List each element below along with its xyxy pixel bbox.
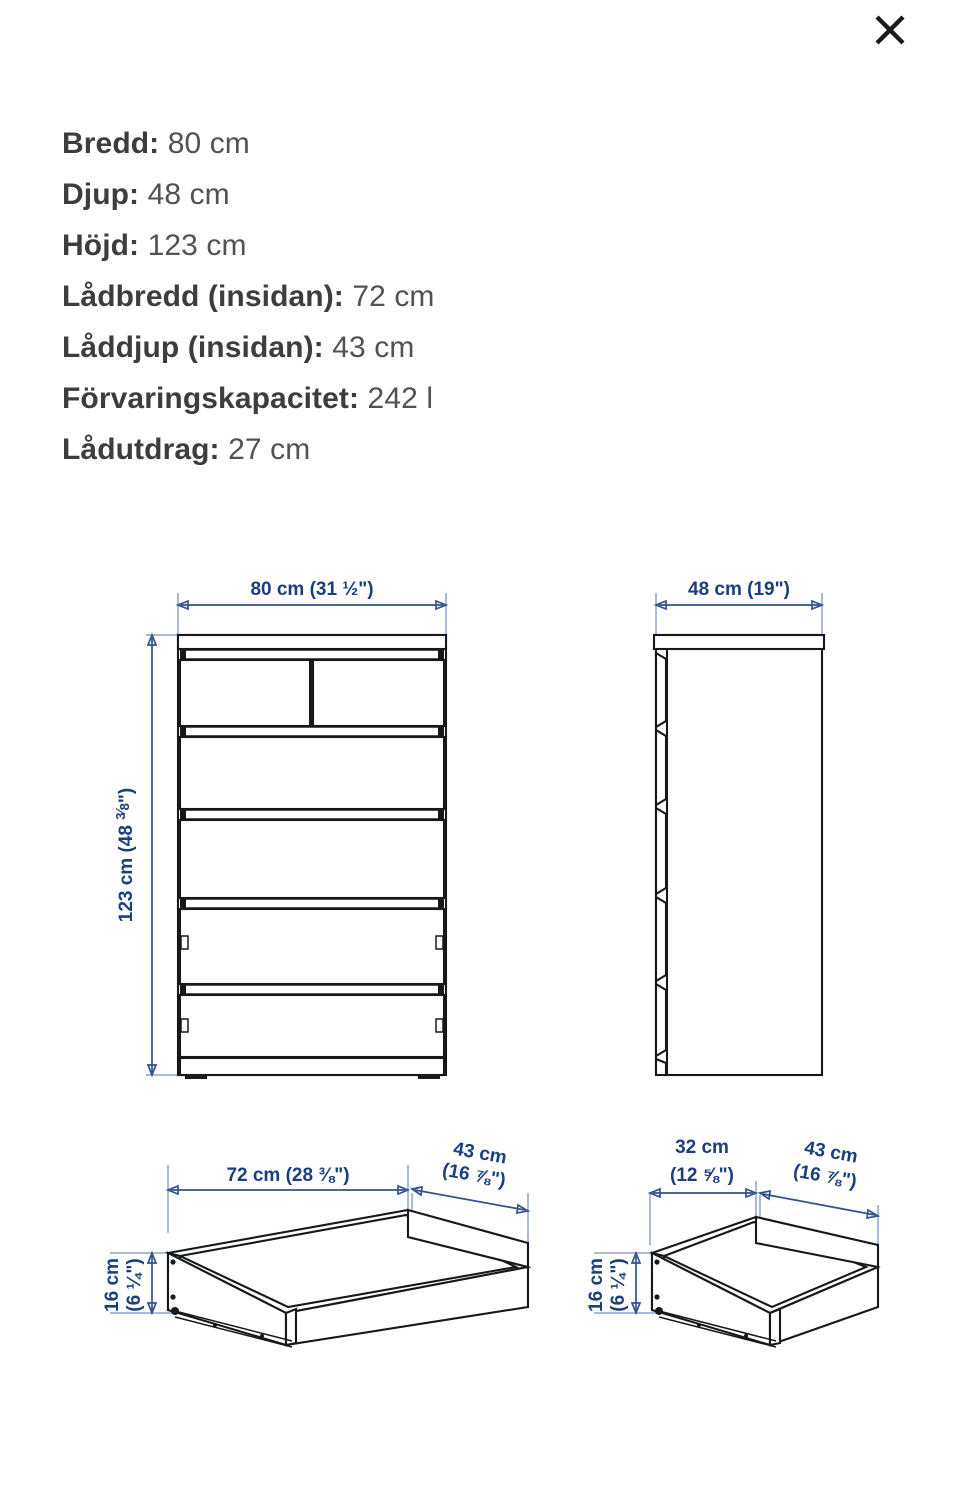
spec-row-hojd (62, 220, 882, 271)
wide-drawer-height-dimension-label-line1: 16 cm (102, 1258, 123, 1312)
wide-drawer-depth-dimension-label-line2: (16 ⅞") (440, 1159, 508, 1192)
spec-label: Djup: (62, 178, 140, 211)
front-width-dimension-label: 80 cm (31 ½") (250, 579, 374, 600)
spec-value: 80 cm (167, 127, 250, 160)
chest-front-view (113, 579, 446, 1079)
spec-value: 48 cm (147, 178, 230, 211)
narrow-drawer-view (586, 1137, 878, 1347)
technical-drawings (0, 545, 960, 1445)
spec-value: 72 cm (352, 280, 435, 313)
spec-label: Bredd: (62, 127, 160, 160)
wide-drawer-width-dimension-label: 72 cm (28 ⅜") (226, 1165, 350, 1186)
narrow-drawer-height-dimension-label-line1: 16 cm (586, 1258, 607, 1312)
narrow-drawer-width-dimension-label-line2: (12 ⅝") (670, 1165, 734, 1186)
wide-drawer-depth-dimension-label-line1: 43 cm (451, 1138, 509, 1169)
modal-top-bar (0, 0, 960, 62)
close-icon (873, 13, 907, 47)
narrow-drawer-depth-dimension-label-line1: 43 cm (802, 1137, 860, 1168)
spec-label: Lådutdrag: (62, 433, 220, 466)
spec-label: Lådbredd (insidan): (62, 280, 344, 313)
spec-value: 123 cm (147, 229, 247, 262)
chest-side-view (654, 579, 824, 1075)
side-depth-dimension-label: 48 cm (19") (688, 579, 790, 600)
spec-value: 27 cm (228, 433, 311, 466)
spec-label: Förvaringskapacitet: (62, 382, 360, 415)
product-dimensions-list (62, 118, 882, 475)
spec-row-forvaringskapacitet (62, 373, 882, 424)
spec-row-djup (62, 169, 882, 220)
narrow-drawer-width-dimension-label-line1: 32 cm (675, 1137, 729, 1158)
spec-row-ladbredd (62, 271, 882, 322)
spec-row-ladutdrag (62, 424, 882, 475)
spec-row-laddjup (62, 322, 882, 373)
close-button[interactable] (868, 8, 912, 52)
front-height-dimension-label: 123 cm (48 $^3⁄_8$") (113, 787, 137, 923)
spec-value: 43 cm (332, 331, 415, 364)
spec-label: Höjd: (62, 229, 140, 262)
narrow-drawer-depth-dimension-label-line2: (16 ⅞") (791, 1160, 859, 1193)
spec-value: 242 l (367, 382, 434, 415)
spec-label: Låddjup (insidan): (62, 331, 324, 364)
wide-drawer-height-dimension-label-line2: (6 ¼") (124, 1258, 145, 1312)
narrow-drawer-height-dimension-label-line2: (6 ¼") (608, 1258, 629, 1312)
wide-drawer-view (102, 1139, 528, 1347)
spec-row-bredd (62, 118, 882, 169)
